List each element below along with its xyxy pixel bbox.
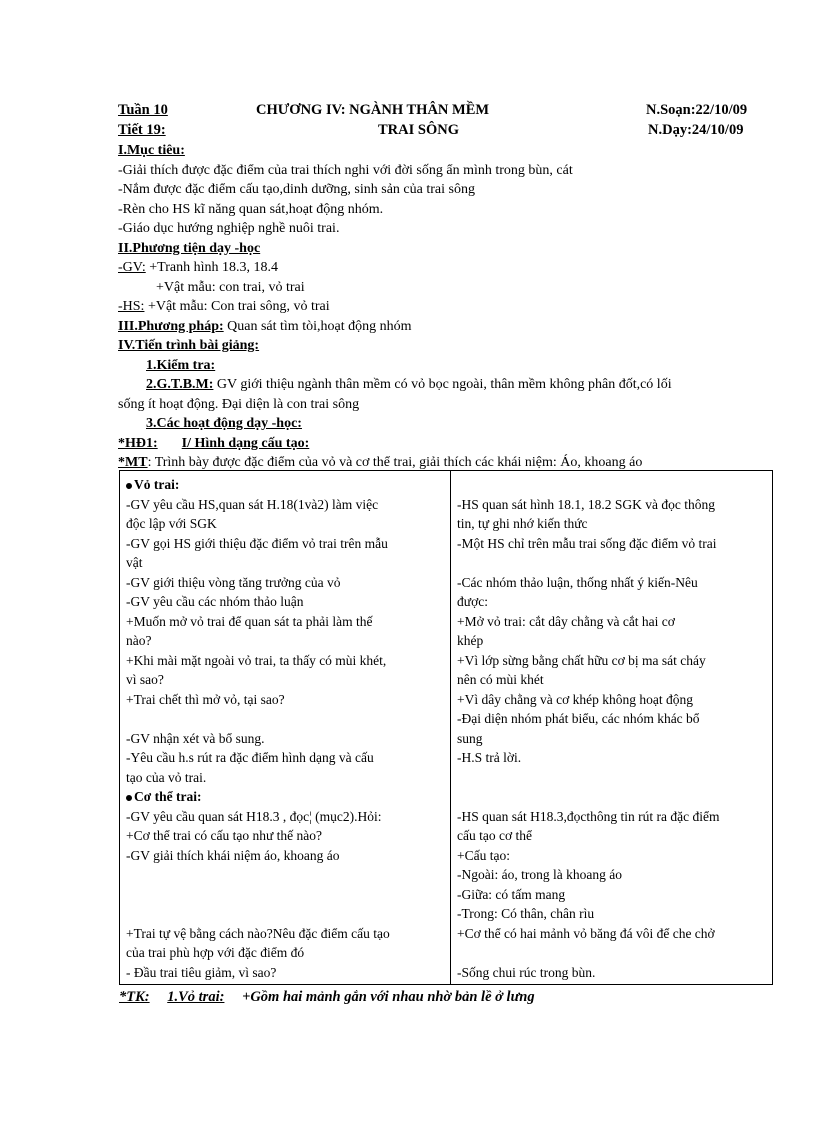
table-line: -H.S trả lời.	[457, 750, 522, 765]
table-line: -GV nhận xét và bổ sung.	[126, 730, 265, 746]
table-line: -GV gọi HS giới thiệu đặc điểm vỏ trai trên mẫu	[126, 535, 388, 551]
summary-section: 1.Vỏ trai:	[167, 989, 225, 1005]
teach-date: N.Dạy:24/10/09	[648, 121, 744, 138]
table-line: nào?	[126, 633, 152, 648]
table-line	[457, 787, 768, 807]
table-line: khép	[457, 633, 484, 648]
check-row	[118, 356, 778, 376]
table-line: -GV yêu cầu quan sát H18.3 , đọc¦ (mục2).Hỏi:	[126, 808, 382, 824]
bullet-icon	[126, 795, 132, 801]
intro-row	[118, 375, 778, 395]
table-line	[457, 943, 768, 963]
table-line: +Vì dây chằng và cơ khép không hoạt động	[457, 691, 693, 707]
table-line: +Cơ thể có hai mảnh vỏ băng đá vôi để che chở	[457, 925, 715, 941]
method-text: Quan sát tìm tòi,hoạt động nhóm	[223, 318, 412, 334]
table-line: +Khi mài mặt ngoài vỏ trai, ta thấy có mùi khét,	[126, 652, 387, 668]
table-line: -Đại diện nhóm phát biểu, các nhóm khác bổ	[457, 711, 700, 726]
lesson-plan-page	[118, 102, 778, 473]
header-row-2	[118, 122, 778, 142]
table-line: +Trai chết thì mở vỏ, tại sao?	[126, 691, 285, 707]
period-label: Tiết 19:	[118, 121, 166, 138]
table-line: tin, tự ghi nhớ kiến thức	[457, 516, 588, 531]
table-line: +Muốn mở vỏ trai để quan sát ta phải làm thế	[126, 613, 373, 629]
hs-label: -HS:	[118, 299, 145, 314]
body-heading: Cơ thể trai:	[126, 787, 446, 807]
intro-text-2: sống ít hoạt động. Đại diện là con trai sông	[118, 396, 360, 412]
student-activity-cell	[451, 471, 773, 985]
method-row	[118, 317, 778, 337]
table-line: độc lập với SGK	[126, 516, 217, 531]
bullet-icon	[126, 483, 132, 489]
gv-line1: +Tranh hình 18.3, 18.4	[145, 260, 278, 275]
table-line: -Các nhóm thảo luận, thống nhất ý kiến-Nêu	[457, 574, 698, 590]
intro-label: 2.G.T.B.M:	[146, 377, 214, 392]
table-line: - Đầu trai tiêu giảm, vì sao?	[126, 964, 277, 980]
table-line	[126, 885, 446, 905]
objective-item: -Giải thích được đặc điểm của trai thích nghi với đời sống ẩn mình trong bùn, cát	[118, 162, 573, 178]
summary-text: +Gồm hai mảnh gắn với nhau nhờ bản lề ở lưng	[242, 989, 535, 1005]
table-line	[126, 904, 446, 924]
prep-date: N.Soạn:22/10/09	[646, 102, 748, 118]
table-line: +Mở vỏ trai: cắt dây chằng và cắt hai cơ	[457, 613, 675, 629]
objective-item: -Giáo dục hướng nghiệp nghề nuôi trai.	[118, 221, 340, 236]
summary-row	[119, 989, 549, 1006]
table-line: -Giữa: có tấm mang	[457, 886, 566, 902]
means-gv-line2: +Vật mẫu: con trai, vỏ trai	[156, 279, 305, 295]
hd1-row	[118, 434, 778, 454]
table-line: sung	[457, 730, 483, 746]
activity-table	[119, 470, 773, 985]
means-heading: II.Phương tiện dạy -học	[118, 240, 261, 256]
method-heading: III.Phương pháp:	[118, 318, 224, 334]
table-line: -Một HS chỉ trên mẫu trai sống đặc điểm vỏ trai	[457, 535, 717, 551]
gv-label: -GV:	[118, 260, 146, 275]
table-line: của trai phù hợp với đặc điểm đó	[126, 945, 305, 960]
mt-label: *MT	[118, 455, 148, 470]
table-line: -GV giới thiệu vòng tăng trưởng của vỏ	[126, 574, 341, 590]
table-line: -HS quan sát H18.3,đọcthông tin rút ra đặc điểm	[457, 808, 720, 824]
table-line: +Cơ thể trai có cấu tạo như thế nào?	[126, 828, 323, 843]
objective-item: -Rèn cho HS kĩ năng quan sát,hoạt động nhóm.	[118, 201, 384, 217]
chapter-title: CHƯƠNG IV: NGÀNH THÂN MỀM	[256, 102, 490, 118]
hd1-title: I/ Hình dạng cấu tạo:	[181, 435, 310, 451]
means-gv	[118, 258, 778, 278]
teacher-activity-cell	[120, 471, 451, 985]
lesson-title: TRAI SÔNG	[378, 121, 459, 138]
objectives-heading: I.Mục tiêu:	[118, 143, 185, 158]
hs-line: +Vật mẫu: Con trai sông, vỏ trai	[144, 299, 330, 314]
check-label: 1.Kiểm tra:	[146, 357, 216, 373]
mt-text: : Trình bày được đặc điểm của vỏ và cơ thể trai, giải thích các khái niệm: Áo, khoang áo	[147, 455, 643, 470]
table-line: -Yêu cầu h.s rút ra đặc điểm hình dạng và cấu	[126, 750, 374, 765]
table-line: +Trai tự vệ bằng cách nào?Nêu đặc điểm cấu tạo	[126, 925, 390, 941]
header-row-1	[118, 102, 778, 122]
activities-label: 3.Các hoạt động dạy -học:	[146, 416, 302, 431]
intro-text: GV giới thiệu ngành thân mềm có vỏ bọc ngoài, thân mềm không phân đốt,có lối	[213, 377, 672, 392]
table-line: vật	[126, 555, 143, 570]
table-line: -GV yêu cầu các nhóm thảo luận	[126, 594, 304, 609]
table-line: +Vì lớp sừng bằng chất hữu cơ bị ma sát cháy	[457, 652, 706, 668]
objective-item: -Nắm được đặc điểm cấu tạo,dinh dưỡng, sinh sản của trai sông	[118, 182, 475, 197]
table-line	[457, 553, 768, 573]
activities-row	[118, 414, 778, 434]
table-line	[457, 768, 768, 788]
table-line: -HS quan sát hình 18.1, 18.2 SGK và đọc thông	[457, 496, 715, 512]
table-line: -Ngoài: áo, trong là khoang áo	[457, 867, 622, 882]
week-label: Tuần 10	[118, 102, 168, 118]
table-line: -GV yêu cầu HS,quan sát H.18(1và2) làm việc	[126, 496, 379, 512]
summary-label: *TK:	[119, 989, 150, 1005]
table-line: +Cấu tạo:	[457, 847, 510, 863]
process-heading: IV.Tiến trình bài giảng:	[118, 338, 260, 353]
table-line: nên có mùi khét	[457, 672, 544, 687]
table-line: -Sống chui rúc trong bùn.	[457, 964, 596, 980]
shell-heading: Vỏ trai:	[126, 475, 446, 495]
table-line: -GV giải thích khái niệm áo, khoang áo	[126, 847, 340, 863]
table-line: -Trong: Có thân, chân rìu	[457, 906, 595, 921]
table-line: vì sao?	[126, 672, 164, 687]
table-line: cấu tạo cơ thể	[457, 828, 532, 843]
table-line	[126, 709, 446, 729]
table-line	[457, 475, 768, 495]
means-hs	[118, 297, 778, 317]
hd1-label: *HĐ1:	[118, 435, 158, 451]
table-line: được:	[457, 594, 488, 609]
table-line: tạo của vỏ trai.	[126, 769, 207, 785]
table-line	[126, 865, 446, 885]
